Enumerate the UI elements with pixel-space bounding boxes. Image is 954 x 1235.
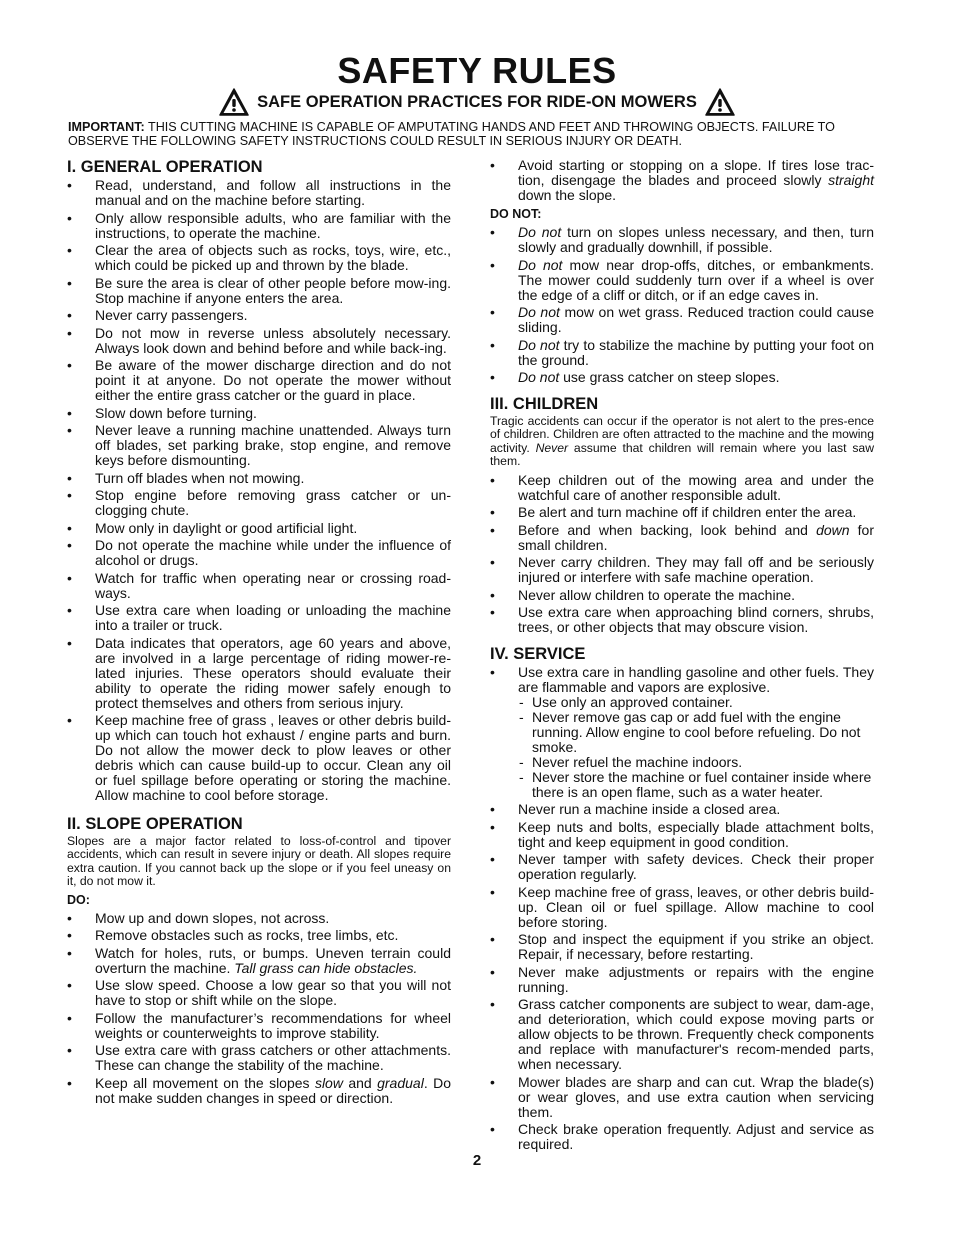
- slope-do-list: [67, 911, 451, 1106]
- important-text: THIS CUTTING MACHINE IS CAPABLE OF AMPUTATING HANDS AND FEET AND THROWING OBJECTS. FAILURE TO OBSERVE THE FOLLOWING SAFETY INSTRUCTIONS COULD RESULT IN SERIOUS INJURY OR DEATH.: [68, 120, 835, 148]
- important-label: IMPORTANT:: [68, 120, 145, 134]
- page-number: 2: [472, 1152, 482, 1169]
- list-item: • Only allow responsible adults, who are familiar with the instructions, to operate the machine.: [67, 211, 451, 241]
- list-item: • Do not operate the machine while under the influence of alcohol or drugs.: [67, 538, 451, 568]
- list-item: • Mower blades are sharp and can cut. Wrap the blade(s) or wear gloves, and use extra caution when servicing them.: [490, 1075, 874, 1120]
- list-item: • Use extra care with grass catchers or other attachments. These can change the stability of the machine.: [67, 1043, 451, 1073]
- slope-intro: Slopes are a major factor related to loss-of-control and tipover accidents, which can result in severe injury or death. All slopes require extra caution. If you cannot back up the slope or if you feel uneasy on it, do not mow it.: [67, 833, 451, 888]
- slope-do-not-list: [490, 225, 874, 385]
- do-not-prefix: Do not: [518, 304, 560, 320]
- list-item: • Never tamper with safety devices. Check their proper operation regularly.: [490, 852, 874, 882]
- list-item: • Stop engine before removing grass catcher or un-clogging chute.: [67, 488, 451, 518]
- list-item: • Be sure the area is clear of other people before mow-ing. Stop machine if anyone enters the area.: [67, 276, 451, 306]
- list-item: • Never make adjustments or repairs with the engine running.: [490, 965, 874, 995]
- important-notice: [68, 120, 878, 148]
- list-item: • Use slow speed. Choose a low gear so that you will not have to stop or shift while on the slope.: [67, 978, 451, 1008]
- list-item: • Read, understand, and follow all instructions in the manual and on the machine before starting.: [67, 178, 451, 208]
- subtitle: SAFE OPERATION PRACTICES FOR RIDE-ON MOWERS: [257, 92, 697, 111]
- list-item: • Stop and inspect the equipment if you strike an object. Repair, if necessary, before restarting.: [490, 932, 874, 962]
- list-item: • Never carry passengers.: [67, 308, 451, 323]
- list-item: [490, 523, 874, 553]
- children-heading: III. CHILDREN: [490, 394, 599, 413]
- do-not-prefix: Do not: [518, 224, 562, 240]
- do-not-text: turn on slopes unless necessary, and then, turn slowly and gradually downhill, if possible.: [518, 224, 874, 255]
- list-item: • Never leave a running machine unattended. Always turn off blades, set parking brake, stop engine, and remove keys before dismounting.: [67, 423, 451, 468]
- list-item: [490, 225, 874, 255]
- list-item: • Keep children out of the mowing area and under the watchful care of another responsible adult.: [490, 473, 874, 503]
- fuel-sublist: [518, 695, 874, 800]
- do-not-prefix: Do not: [518, 369, 560, 385]
- list-item: [67, 1076, 451, 1106]
- keep-text-a: Keep all movement on the slopes: [95, 1074, 315, 1091]
- avoid-italic: straight: [828, 172, 874, 188]
- children-intro-a: Tragic accidents can occur if the operator is not alert to the pres-ence of children. Children are often attracted to the machine and the mowing activity.: [490, 413, 874, 455]
- sub-list-item: - Never remove gas cap or add fuel with the engine running. Allow engine to cool before refueling. Do not smoke.: [518, 710, 874, 755]
- list-item: • Check brake operation frequently. Adjust and service as required.: [490, 1122, 874, 1152]
- general-operation-heading: I. GENERAL OPERATION: [67, 158, 263, 176]
- service-heading: IV. SERVICE: [490, 644, 586, 663]
- general-operation-list: [67, 178, 451, 803]
- holes-italic: Tall grass can hide obstacles.: [234, 959, 418, 976]
- list-item: • Be alert and turn machine off if children enter the area.: [490, 505, 874, 520]
- list-item: [490, 665, 874, 800]
- keep-slow: slow: [314, 1074, 343, 1091]
- list-item: [490, 338, 874, 368]
- backing-italic: down: [816, 521, 850, 538]
- list-item: • Keep machine free of grass, leaves, or other debris build-up. Clean oil or fuel spillage. Allow machine to cool before storing.: [490, 885, 874, 930]
- do-label: DO:: [67, 892, 90, 907]
- list-item: [490, 305, 874, 335]
- do-not-text: mow on wet grass. Reduced traction could cause sliding.: [518, 304, 875, 335]
- slope-operation-heading: II. SLOPE OPERATION: [67, 814, 243, 833]
- list-item: • Use extra care when loading or unloading the machine into a trailer or truck.: [67, 603, 451, 633]
- holes-text: Watch for holes, ruts, or bumps. Uneven terrain could overturn the machine.: [95, 944, 451, 976]
- list-item: • Never carry children. They may fall off and be seriously injured or interfere with safe machine operation.: [490, 555, 874, 585]
- keep-text-b: . Do not make sudden changes in speed or direction.: [95, 1074, 451, 1106]
- list-item: • Mow up and down slopes, not across.: [67, 911, 451, 926]
- fuel-item-text: Use extra care in handling gasoline and other fuels. They are flammable and vapors are explosive.: [518, 663, 874, 695]
- list-item: • Clear the area of objects such as rocks, toys, wire, etc., which could be picked up and thrown by the blade.: [67, 243, 451, 273]
- list-item: • Use extra care when approaching blind corners, shrubs, trees, or other objects that may obscure vision.: [490, 605, 874, 635]
- do-not-prefix: Do not: [518, 336, 560, 353]
- left-column: [67, 160, 451, 1108]
- list-item: • Remove obstacles such as rocks, tree limbs, etc.: [67, 928, 451, 943]
- children-intro-never: Never: [535, 440, 569, 455]
- do-not-text: try to stabilize the machine by putting your foot on the ground.: [518, 336, 875, 368]
- list-item: • Data indicates that operators, age 60 years and above, are involved in a large percentage of riding mower-re-lated injuries. These operators should evaluate their ability to operate the riding mower safely enough to protect themselves and others from serious injury.: [67, 636, 451, 711]
- list-item: • Watch for traffic when operating near or crossing road-ways.: [67, 571, 451, 601]
- slope-do-list-continued: [490, 158, 874, 203]
- children-intro-b: assume that children will remain where you last saw them.: [490, 440, 874, 468]
- list-item: • Follow the manufacturer’s recommendations for wheel weights or counterweights to improve stability.: [67, 1011, 451, 1041]
- list-item: • Mow only in daylight or good artificial light.: [67, 521, 451, 536]
- sub-list-item: - Never store the machine or fuel container inside where there is an open flame, such as a water heater.: [518, 770, 874, 800]
- page-title: SAFETY RULES: [337, 50, 617, 91]
- do-not-prefix: Do not: [518, 256, 563, 273]
- service-list: [490, 665, 874, 1153]
- list-item: • Grass catcher components are subject to wear, dam-age, and deterioration, which could expose moving parts or allow objects to be thrown. Frequently check components and replace with manufacturer's recom-mended parts, when necessary.: [490, 997, 874, 1072]
- list-item: [490, 370, 874, 385]
- backing-text-a: Before and when backing, look behind and: [518, 521, 817, 538]
- list-item: • Never allow children to operate the machine.: [490, 588, 874, 603]
- right-column: [490, 158, 874, 1155]
- list-item: • Slow down before turning.: [67, 406, 451, 421]
- children-list: [490, 473, 874, 636]
- list-item: • Keep nuts and bolts, especially blade attachment bolts, tight and keep equipment in good condition.: [490, 820, 874, 850]
- do-not-label: DO NOT:: [490, 207, 542, 221]
- sub-list-item: - Use only an approved container.: [518, 695, 874, 710]
- do-not-text: use grass catcher on steep slopes.: [559, 369, 780, 385]
- keep-and: and: [342, 1074, 378, 1091]
- warning-icon: [705, 88, 735, 116]
- list-item: • Never run a machine inside a closed area.: [490, 802, 874, 817]
- list-item: • Be aware of the mower discharge direction and do not point it at anyone. Do not operate the mower without either the entire grass catcher or the guard in place.: [67, 358, 451, 403]
- list-item: [490, 258, 874, 303]
- list-item: [490, 158, 874, 203]
- keep-gradual: gradual: [377, 1074, 424, 1091]
- list-item: [67, 946, 451, 976]
- children-intro: [490, 415, 874, 469]
- list-item: • Do not mow in reverse unless absolutely necessary. Always look down and behind before and while back-ing.: [67, 326, 451, 356]
- do-not-text: mow near drop-offs, ditches, or embankments. The mower could suddenly turn over if a wheel is over the edge of a cliff or ditch, or if an edge caves in.: [518, 256, 874, 303]
- subtitle-row: [0, 88, 954, 116]
- warning-icon: [219, 88, 249, 116]
- list-item: • Turn off blades when not mowing.: [67, 471, 451, 486]
- list-item: • Keep machine free of grass , leaves or other debris build-up which can touch hot exhaust / engine parts and burn. Do not allow the mower deck to plow leaves or other debris which can cause build-up to occur. Clean any oil or fuel spillage before operating or storing the machine. Allow machine to cool before storage.: [67, 713, 451, 803]
- avoid-end: down the slope.: [518, 187, 617, 203]
- backing-text-b: for small children.: [518, 521, 874, 553]
- avoid-text: Avoid starting or stopping on a slope. If tires lose trac-tion, disengage the blades and proceed slowly: [518, 157, 874, 188]
- sub-list-item: - Never refuel the machine indoors.: [518, 755, 874, 770]
